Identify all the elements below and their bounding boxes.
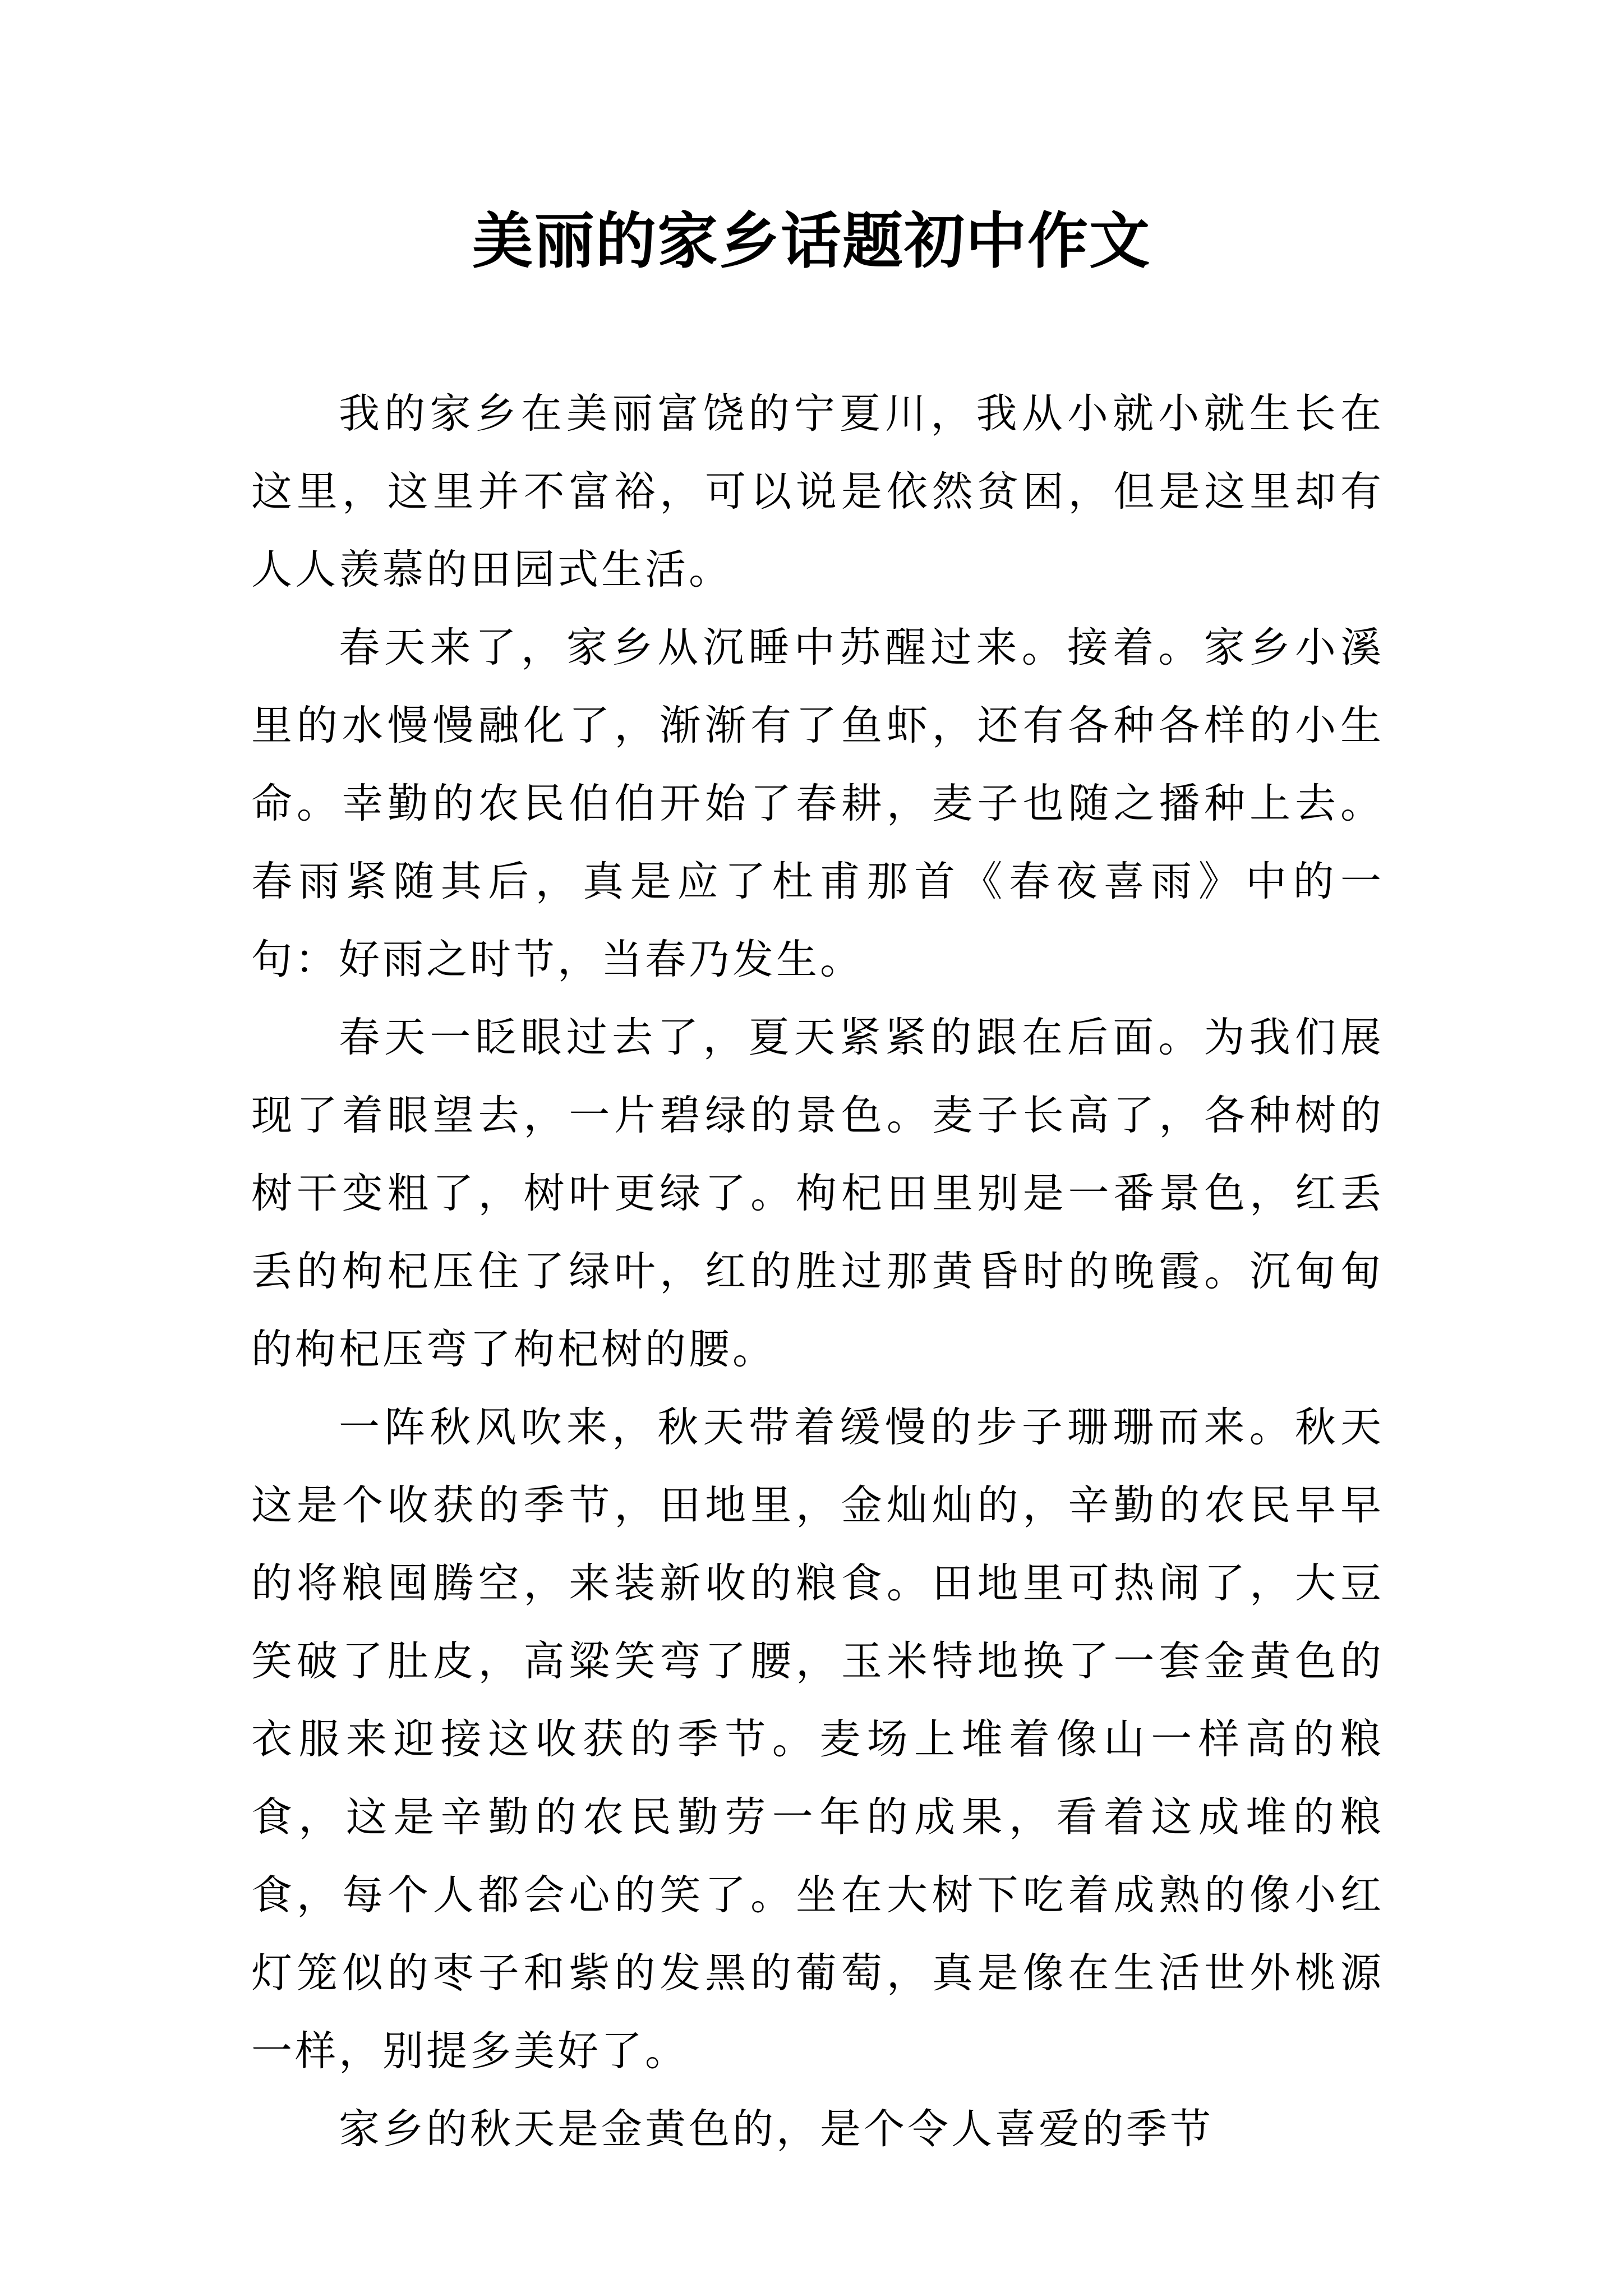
paragraph: 一阵秋风吹来，秋天带着缓慢的步子珊珊而来。秋天这是个收获的季节，田地里，金灿灿的，辛勤的农民早早的将粮囤腾空，来装新收的粮食。田地里可热闹了，大豆笑破了肚皮，高粱笑弯了腰，玉米特地换了一套金黄色的衣服来迎接这收获的季节。麦场上堆着像山一样高的粮食，这是辛勤的农民勤劳一年的成果，看着这成堆的粮食，每个人都会心的笑了。坐在大树下吃着成熟的像小红灯笼似的枣子和紫的发黑的葡萄，真是像在生活世外桃源一样，别提多美好了。 — [251, 1404, 1384, 2075]
paragraph: 春天一眨眼过去了，夏天紧紧的跟在后面。为我们展现了着眼望去，一片碧绿的景色。麦子长高了，各种树的树干变粗了，树叶更绿了。枸杞田里别是一番景色，红丢丢的枸杞压住了绿叶，红的胜过那黄昏时的晚霞。沉甸甸的枸杞压弯了枸杞树的腰。 — [251, 1014, 1384, 1373]
paragraph: 春天来了，家乡从沉睡中苏醒过来。接着。家乡小溪里的水慢慢融化了，渐渐有了鱼虾，还有各种各样的小生命。幸勤的农民伯伯开始了春耕，麦子也随之播种上去。春雨紧随其后，真是应了杜甫那首《春夜喜雨》中的一句：好雨之时节，当春乃发生。 — [251, 624, 1384, 983]
document-title: 美丽的家乡话题初中作文 — [472, 206, 1151, 277]
paragraph: 家乡的秋天是金黄色的，是个令人喜爱的季节 — [339, 2105, 1214, 2153]
paragraph: 我的家乡在美丽富饶的宁夏川，我从小就小就生长在这里，这里并不富裕，可以说是依然贫困，但是这里却有人人羡慕的田园式生活。 — [251, 390, 1384, 593]
document-body — [251, 375, 1384, 2168]
